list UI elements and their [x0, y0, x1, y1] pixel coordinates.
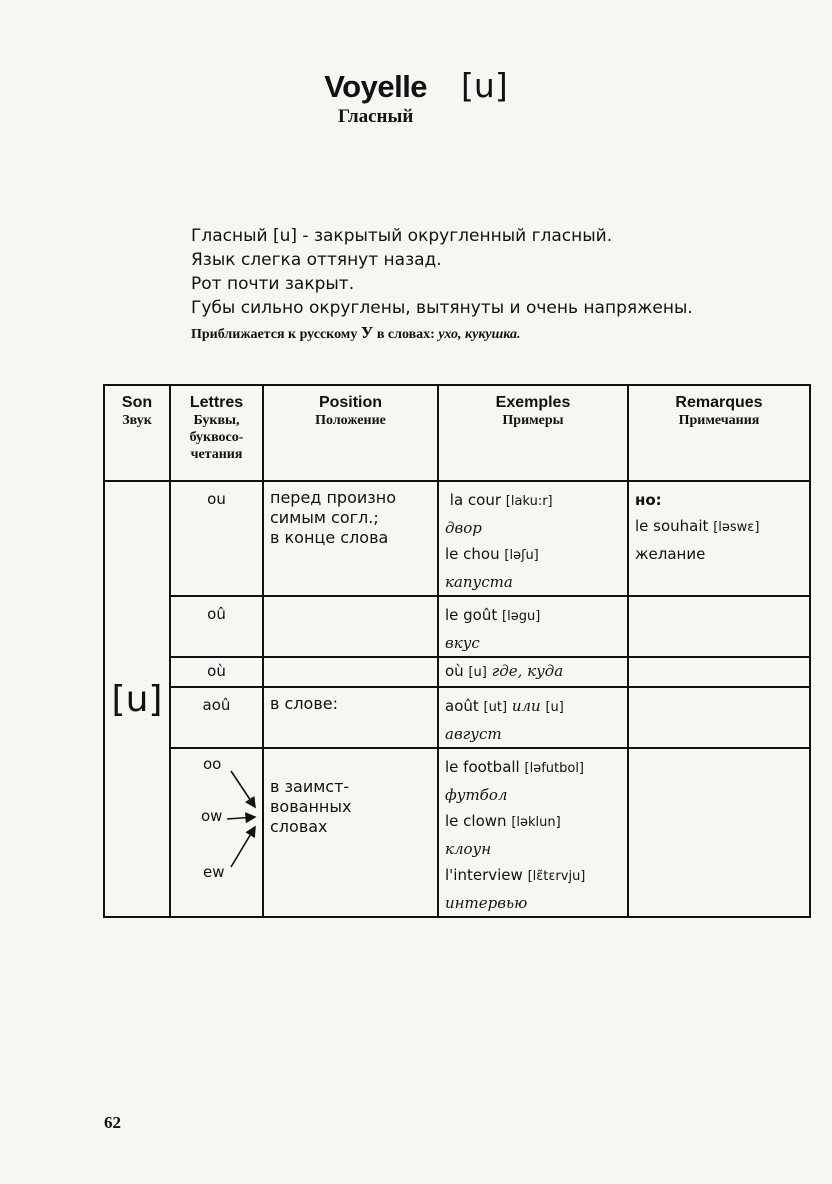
header-remarques-fr: Remarques — [675, 394, 763, 411]
remark-head: но: — [635, 491, 662, 509]
position-line: перед произно — [270, 488, 397, 507]
example-translation: клоун — [445, 840, 492, 858]
table-row — [104, 748, 810, 917]
position-cell — [263, 687, 438, 748]
letters-cell — [170, 748, 263, 917]
description-line: Губы сильно округлены, вытянуты и очень напряжены. — [191, 298, 693, 318]
header-lettres-ru: четания — [190, 447, 243, 462]
example-translation: интервью — [445, 894, 528, 912]
position-line: в слове: — [270, 694, 338, 713]
example-transcription: [u] — [545, 700, 564, 715]
example-transcription: [ləfutbol] — [524, 761, 584, 776]
remarks-cell — [628, 481, 810, 596]
header-position — [263, 385, 438, 481]
header-son-ru: Звук — [122, 413, 152, 428]
examples-cell — [438, 657, 628, 687]
example-translation: капуста — [445, 573, 513, 591]
header-remarques-ru: Примечания — [678, 413, 760, 428]
position-cell — [263, 748, 438, 917]
header-son-fr: Son — [121, 394, 153, 411]
header-son — [104, 385, 170, 481]
example-word: le clown — [445, 812, 507, 830]
example-transcription: [u] — [468, 665, 487, 680]
example-transcription: [ləgu] — [502, 609, 541, 624]
example-line — [445, 808, 623, 836]
header-exemples — [438, 385, 628, 481]
table-row — [104, 657, 810, 687]
letters-oo: oo — [203, 755, 222, 773]
page-title: Voyelle — [324, 69, 428, 104]
letters-cell: oû — [170, 596, 263, 657]
remarks-cell — [628, 596, 810, 657]
example-line — [445, 658, 623, 686]
example-translation: где, куда — [491, 662, 564, 680]
header-lettres-ru: буквосо- — [189, 430, 244, 445]
description-line: Гласный [u] - закрытый округленный гласный. — [191, 226, 613, 246]
header-lettres-ru: Буквы, — [193, 413, 240, 428]
description-line: Рот почти закрыт. — [191, 274, 355, 294]
example-line — [445, 754, 623, 782]
arrows-icon — [171, 749, 264, 899]
page-number: 62 — [104, 1113, 121, 1132]
example-word: la cour — [449, 491, 502, 509]
example-translation: август — [445, 725, 502, 743]
title-row — [0, 66, 832, 105]
position-line: в заимст- — [270, 777, 350, 796]
examples-cell — [438, 481, 628, 596]
header-position-fr: Position — [318, 394, 383, 411]
remark-transcription: [ləswɛ] — [713, 520, 760, 535]
example-translation: футбол — [445, 786, 508, 804]
letters-arrow-group — [171, 749, 262, 899]
position-cell — [263, 596, 438, 657]
remarks-cell — [628, 657, 810, 687]
table-row — [104, 596, 810, 657]
example-line — [445, 487, 623, 515]
description-note — [191, 323, 693, 343]
example-word: le goût — [445, 606, 498, 624]
example-transcription: [ləʃu] — [504, 548, 539, 563]
note-examples: ухо, кукушка. — [438, 327, 521, 342]
note-letter: У — [360, 323, 374, 342]
description-block — [191, 224, 693, 343]
examples-cell — [438, 596, 628, 657]
header-lettres-fr: Lettres — [189, 394, 244, 411]
title-phonetic-symbol: [u] — [461, 66, 508, 105]
letters-cell: où — [170, 657, 263, 687]
table-row — [104, 687, 810, 748]
sound-symbol: [u] — [111, 678, 163, 720]
example-line — [445, 693, 623, 721]
example-line — [445, 541, 623, 569]
example-transcription: [ut] — [483, 700, 508, 715]
header-exemples-ru: Примеры — [502, 413, 564, 428]
position-line: в конце слова — [270, 528, 389, 547]
header-remarques — [628, 385, 810, 481]
header-exemples-fr: Exemples — [495, 394, 571, 411]
example-word: où — [445, 662, 464, 680]
example-line — [445, 602, 623, 630]
position-line: словах — [270, 817, 328, 836]
header-lettres — [170, 385, 263, 481]
position-cell — [263, 481, 438, 596]
example-transcription: [ləklun] — [511, 815, 561, 830]
table-row — [104, 481, 810, 596]
example-translation: двор — [445, 519, 482, 537]
example-word: le football — [445, 758, 520, 776]
letters-ew: ew — [203, 863, 225, 881]
remark-line — [635, 513, 807, 541]
position-cell — [263, 657, 438, 687]
phonetics-table — [103, 384, 811, 918]
example-transcription: [laku:r] — [505, 494, 553, 509]
example-word: le chou — [445, 545, 500, 563]
remarks-cell — [628, 748, 810, 917]
note-middle: в словах: — [373, 327, 439, 342]
example-word: août — [445, 697, 479, 715]
example-translation: вкус — [445, 634, 480, 652]
remarks-cell — [628, 687, 810, 748]
table-header-row — [104, 385, 810, 481]
letters-ow: ow — [201, 807, 223, 825]
description-line: Язык слегка оттянут назад. — [191, 250, 442, 270]
example-word: l'interview — [445, 866, 523, 884]
letters-cell: aoû — [170, 687, 263, 748]
position-line: симым согл.; — [270, 508, 379, 527]
remark-translation: желание — [635, 545, 706, 563]
note-prefix: Приближается к русскому — [191, 327, 361, 342]
remark-word: le souhait — [635, 517, 709, 535]
examples-cell — [438, 687, 628, 748]
sound-cell — [104, 481, 170, 917]
example-transcription: [lɛ̃tɛrvju] — [527, 869, 586, 884]
header-position-ru: Положение — [315, 413, 386, 428]
example-conjunction: или — [511, 697, 541, 715]
position-line: вованных — [270, 797, 352, 816]
examples-cell — [438, 748, 628, 917]
example-line — [445, 862, 623, 890]
page-subtitle: Гласный — [338, 106, 414, 127]
letters-cell: ou — [170, 481, 263, 596]
